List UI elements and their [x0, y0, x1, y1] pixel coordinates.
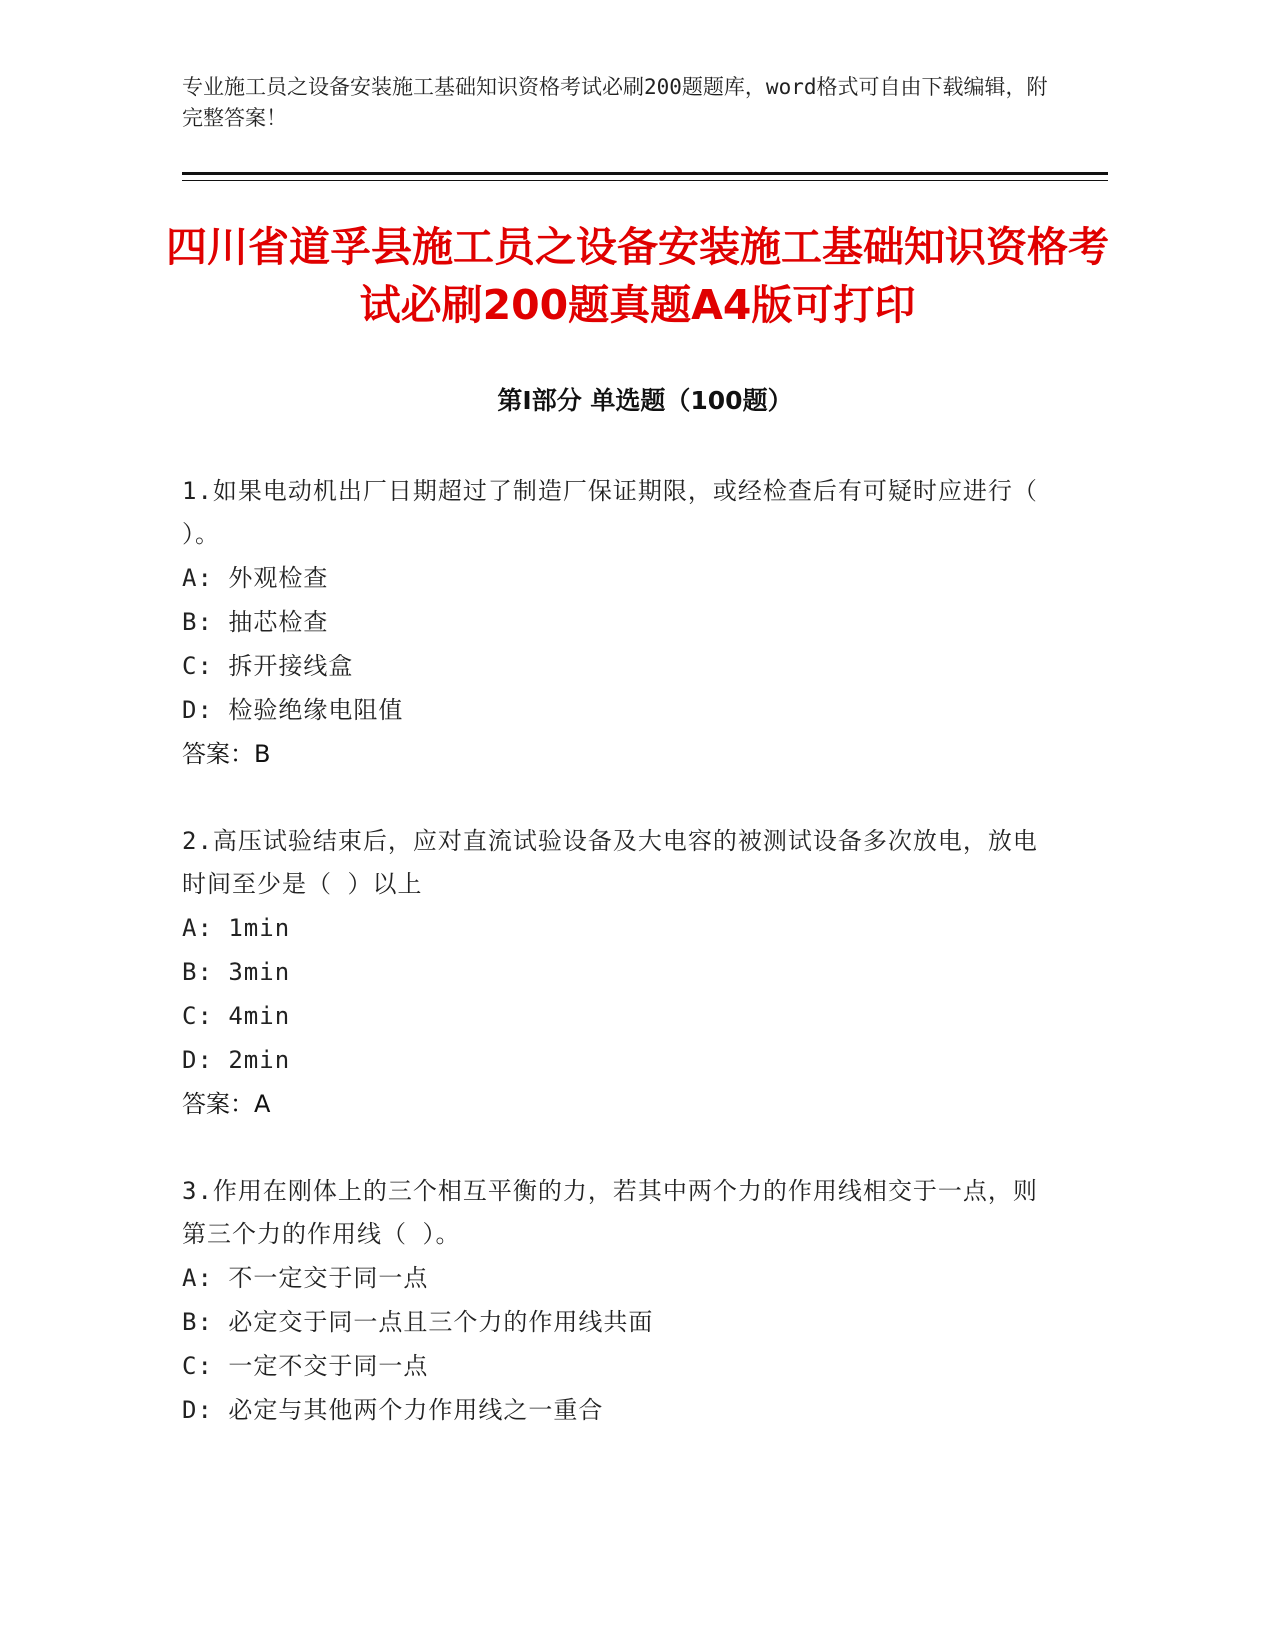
option-d: D: 2min	[182, 1046, 291, 1074]
answer: 答案：B	[182, 740, 271, 768]
option-d: D: 检验绝缘电阻值	[182, 696, 404, 724]
question-3	[182, 1170, 1062, 1432]
header-note: 专业施工员之设备安装施工基础知识资格考试必刷200题题库，word格式可自由下载编辑，附完整答案！	[182, 75, 1048, 130]
option-c: C: 一定不交于同一点	[182, 1352, 429, 1380]
option-c: C: 4min	[182, 1002, 291, 1030]
option-a: A: 1min	[182, 914, 291, 942]
option-a: A: 外观检查	[182, 564, 329, 592]
option-d: D: 必定与其他两个力作用线之一重合	[182, 1396, 604, 1424]
option-b: B: 抽芯检查	[182, 608, 329, 636]
section-title: 第Ⅰ部分 单选题（100题）	[497, 386, 793, 415]
option-a: A: 不一定交于同一点	[182, 1264, 429, 1292]
header-divider-thick	[182, 172, 1108, 175]
option-b: B: 3min	[182, 958, 291, 986]
question-stem: 3.作用在刚体上的三个相互平衡的力，若其中两个力的作用线相交于一点，则第三个力的作用线（ ）。	[182, 1177, 1038, 1248]
question-1	[182, 470, 1062, 776]
answer: 答案：A	[182, 1090, 271, 1118]
question-stem: 1.如果电动机出厂日期超过了制造厂保证期限，或经检查后有可疑时应进行（ ）。	[182, 477, 1038, 548]
option-b: B: 必定交于同一点且三个力的作用线共面	[182, 1308, 654, 1336]
header-divider-thin	[182, 180, 1108, 181]
question-2	[182, 820, 1062, 1126]
question-stem: 2.高压试验结束后，应对直流试验设备及大电容的被测试设备多次放电，放电时间至少是（ ）以上	[182, 827, 1038, 898]
document-title: 四川省道孚县施工员之设备安装施工基础知识资格考试必刷200题真题A4版可打印	[166, 223, 1109, 329]
question-list	[182, 470, 1062, 1476]
option-c: C: 拆开接线盒	[182, 652, 354, 680]
